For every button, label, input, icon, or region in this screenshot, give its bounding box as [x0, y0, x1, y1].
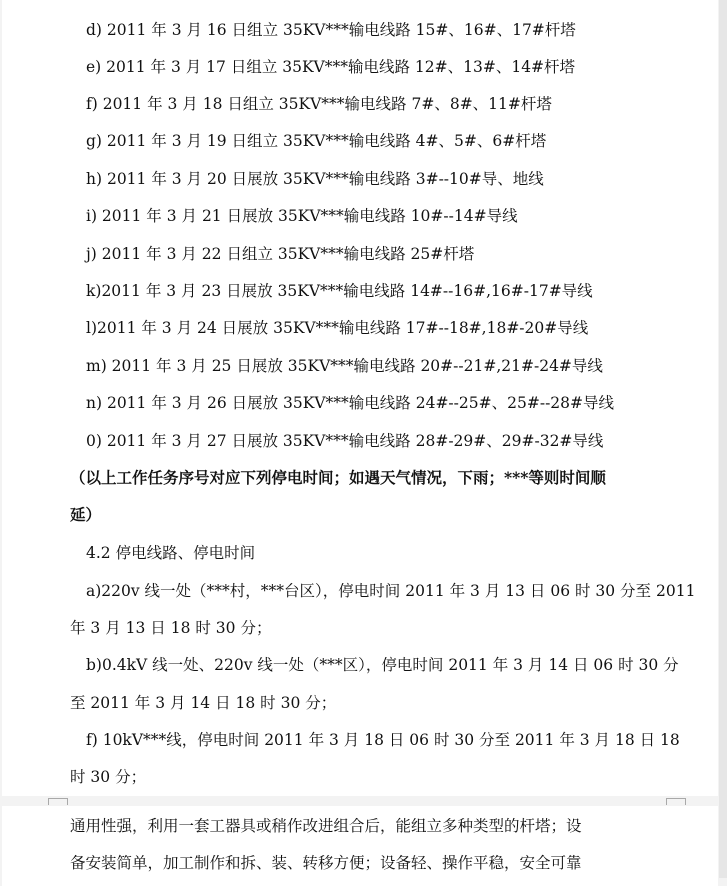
task-item-l: l)2011 年 3 月 24 日展放 35KV***输电线路 17#--18#,18#-20#导线	[86, 319, 589, 337]
task-item-g: g) 2011 年 3 月 19 日组立 35KV***输电线路 4#、5#、6#杆塔	[86, 132, 547, 150]
document-page-2	[2, 806, 718, 886]
task-item-i: i) 2011 年 3 月 21 日展放 35KV***输电线路 10#--14#导线	[86, 207, 518, 225]
outage-f-line-1: f) 10kV***线，停电时间 2011 年 3 月 18 日 06 时 30 分至 2011 年 3 月 18 日 18	[86, 731, 680, 749]
task-item-o: 0) 2011 年 3 月 27 日展放 35KV***输电线路 28#-29#、29#-32#导线	[86, 432, 604, 450]
outage-f-line-2: 时 30 分；	[70, 768, 147, 786]
page2-line-2: 备安装简单，加工制作和拆、装、转移方便；设备轻、操作平稳，安全可靠	[70, 854, 582, 872]
page2-line-1: 通用性强，利用一套工器具或稍作改进组合后，能组立多种类型的杆塔；设	[70, 817, 582, 835]
task-item-j: j) 2011 年 3 月 22 日组立 35KV***输电线路 25#杆塔	[86, 245, 475, 263]
task-item-m: m) 2011 年 3 月 25 日展放 35KV***输电线路 20#--21#,21#-24#导线	[86, 357, 603, 375]
outage-b-line-2: 至 2011 年 3 月 14 日 18 时 30 分；	[70, 694, 337, 712]
task-item-d: d) 2011 年 3 月 16 日组立 35KV***输电线路 15#、16#、17#杆塔	[86, 21, 576, 39]
task-item-n: n) 2011 年 3 月 26 日展放 35KV***输电线路 24#--25#、25#--28#导线	[86, 394, 615, 412]
outage-a-line-1: a)220v 线一处（***村，***台区），停电时间 2011 年 3 月 13 日 06 时 30 分至 2011	[86, 582, 696, 600]
page-corner-mark-right	[666, 798, 686, 805]
outage-b-line-1: b)0.4kV 线一处、220v 线一处（***区），停电时间 2011 年 3 月 14 日 06 时 30 分	[86, 656, 679, 674]
outage-a-line-2: 年 3 月 13 日 18 时 30 分；	[70, 619, 272, 637]
note-line-2: 延）	[70, 505, 102, 524]
section-heading: 4.2 停电线路、停电时间	[86, 544, 256, 562]
page-corner-mark-left	[48, 798, 68, 805]
task-item-k: k)2011 年 3 月 23 日展放 35KV***输电线路 14#--16#,16#-17#导线	[86, 282, 593, 300]
note-line-1: （以上工作任务序号对应下列停电时间；如遇天气情况，下雨；***等则时间顺	[70, 468, 606, 487]
task-item-h: h) 2011 年 3 月 20 日展放 35KV***输电线路 3#--10#导、地线	[86, 170, 544, 188]
task-item-f: f) 2011 年 3 月 18 日组立 35KV***输电线路 7#、8#、11#杆塔	[86, 95, 552, 113]
task-item-e: e) 2011 年 3 月 17 日组立 35KV***输电线路 12#、13#、14#杆塔	[86, 58, 576, 76]
window-right-edge	[719, 0, 727, 878]
document-page-1	[2, 0, 718, 796]
